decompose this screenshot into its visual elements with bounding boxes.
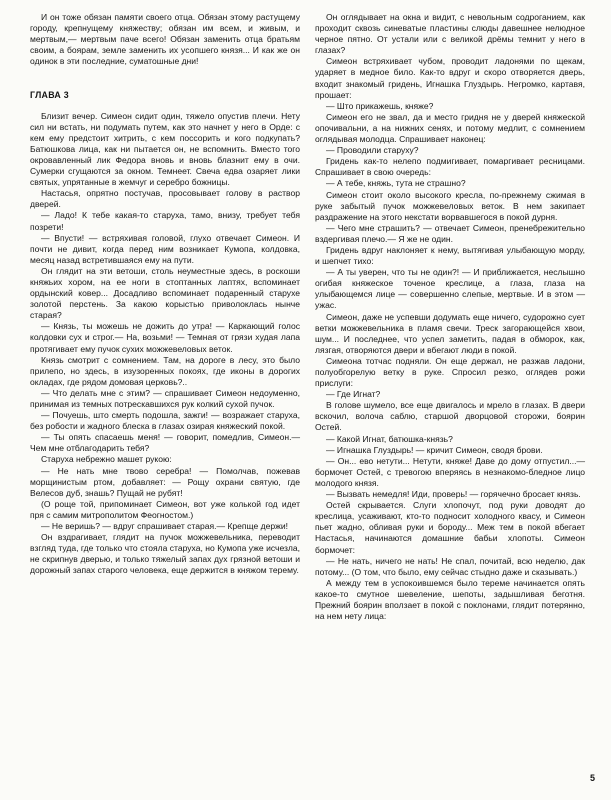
paragraph: А между тем в успокоившемся было тереме начинается опять какое-то смутное шевеление, шепоты, задышливая беготня. Прежний боярин вползает в покой с поклонами, глядит потерянно, на нем нету лица: <box>315 577 585 622</box>
paragraph: Князь смотрит с сомнением. Там, на дороге в лесу, это было прилепо, но здесь, в изузоренных покоях, где иконы в дорогих окладах, где рядом домовая церковь?.. <box>30 354 300 387</box>
paragraph: — А ты уверен, что ты не один?! — И приближается, неслышно огибая княжеское точеное креслице, а глаза, глаза на улыбающемся лице — совершенно слепые, мертвые. И в этом — ужас. <box>315 267 585 311</box>
paragraph: Симеон встряхивает чубом, проводит ладонями по щекам, ударяет в медное било. Как-то вдруг и скоро отворяется дверь, входит знакомый гридень, Игнашка Глуздырь. Негромко, картавя, прошает: <box>315 56 585 100</box>
paragraph: — Чего мне страшить? — отвечает Симеон, пренебрежительно вздергивая плечо.— Я же не один. <box>315 222 585 244</box>
paragraph: Он глядит на эти ветоши, столь неуместные здесь, в роскоши княжьих хором, на ее ноги в стоптанных лаптях, вспоминает ордынский ковер... Досадливо вспоминает подаренный старухе золотой перстень. За какою корыстью приволоклась нынче старая? <box>30 265 300 321</box>
paragraph: — А тебе, княжь, тута не страшно? <box>326 178 466 189</box>
paragraph: — Проводили старуху? <box>326 145 419 156</box>
paragraph: Симеон стоит около высокого кресла, по-прежнему сжимая в руке забытый пучок можжевеловых веток. В нем закипает раздражение на этого некстати ворвавшегося в покой дурня. <box>315 189 585 222</box>
paragraph: — Он... ево нетути... Нетути, княже! Даве до дому отпустил...— бормочет Остей, с тревогою вперяясь в незнакомо-бледное лицо молодого князя. <box>315 455 585 488</box>
paragraph: — Какой Игнат, батюшка-князь? <box>326 433 453 444</box>
paragraph: Старуха небрежно машет рукою: <box>41 454 172 465</box>
paragraph: — Князь, ты можешь не дожить до утра! — Каркающий голос колдовки сух и строг.— На, возьми! — Темная от грязи худая лапа протягивает ему пучок сухих можжевеловых веток. <box>30 321 300 354</box>
right-column <box>315 12 585 622</box>
paragraph: Он вздрагивает, глядит на пучок можжевельника, переводит взгляд туда, где только что стояла старуха, но Кумопа уже исчезла, не скрипнув дверью, и только тяжелый запах дух грязной ветоши и дорожный запах старого человека, еще держится в княжом терему. <box>30 532 300 576</box>
paragraph: — Где Игнат? <box>326 389 381 400</box>
paragraph: Близит вечер. Симеон сидит один, тяжело опустив плечи. Нету сил ни встать, ни подумать путем, как это начнет у него в Орде: с кем ему предстоит хитрить, с кем поссорить и кого подкупать? Батюшкова лица, как ни пытается он, не вспомнить. Вместо того окровавленный лик Федора вновь и вновь блазнит ему в очи. Сумерки сгущаются за окном. Темнеет. Свеча едва озаряет лики святых, упрятанные в жемчуг и серебро божницы. <box>30 110 300 188</box>
paragraph: — Што прикажешь, княже? <box>326 100 434 111</box>
paragraph: — Вызвать немедля! Иди, проверь! — горячечно бросает князь. <box>326 489 581 500</box>
paragraph: — Не нать мне твово серебра! — Помолчав, пожевав морщинистым ртом, добавляет: — Рощу охрани святую, где Велесов дуб, знашь? Пущай не рубят! <box>30 465 300 498</box>
paragraph: В голове шумело, все еще двигалось и мрело в глазах. В двери вскочил, волоча саблю, старшой дворцовой сторожи, боярин Остей. <box>315 400 585 433</box>
paragraph: — Почуешь, што смерть подошла, зажги! — возражает старуха, без робости и жадного блеска в глазах озирая княжеский покой. <box>30 410 300 432</box>
paragraph: Остей скрывается. Слуги хлопочут, под руки доводят до креслица, усаживают, кто-то подносит холодного квасу, и Симеон пьет жадно, обливая руки и бороду... Меж тем в покой вбегает Настасья, начинаются домашние бабьи хлопоты. Симеон бормочет: <box>315 500 585 555</box>
page-number: 5 <box>589 773 595 783</box>
paragraph: — Ладо! К тебе какая-то старуха, тамо, внизу, требует тебя позрети! <box>30 210 300 232</box>
paragraph: Симеон его не звал, да и место гридня не у дверей княжеской опочивальни, а на нижних сенях, и потому медлит, с сомнением оглядывая молодца. Спрашивает наконец: <box>315 111 585 145</box>
paragraph: Симеон, даже не успевши додумать еще ничего, судорожно сует ветки можжевельника в пламя свечи. Треск загорающейся хвои, шум... И последнее, что успел заметить, падая в обморок, как, лязгая, отворяются двери и вбегают люди в покой. <box>315 311 585 355</box>
book-page <box>30 12 586 782</box>
paragraph: Настасья, опрятно постучав, просовывает голову в раствор дверей. <box>30 188 300 210</box>
paragraph: — Не нать, ничего не нать! Не спал, почитай, всю неделю, дак потому... (О том, что было, ему сейчас стыдно даже и сказывать.) <box>315 555 585 577</box>
paragraph: — Не веришь? — вдруг спрашивает старая.— Крепще держи! <box>41 521 288 532</box>
paragraph: Гридень как-то нелепо подмигивает, помаргивает ресницами. Спрашивает в свою очередь: <box>315 156 585 178</box>
left-column <box>30 12 300 577</box>
paragraph: — Впусти! — встряхивая головой, глухо отвечает Симеон. И почти не дивит, когда перед ним возникает Кумопа, колдовка, месяц назад встретившаяся ему на пути. <box>30 232 300 265</box>
paragraph: — Что делать мне с этим? — спрашивает Симеон недоуменно, принимая из темных потрескавшихся рук колкий сухой пучок. <box>30 387 300 409</box>
chapter-heading: ГЛАВА 3 <box>30 90 69 101</box>
paragraph: (О роще той, припоминает Симеон, вот уже колькой год идет пря с самим митрополитом Феогностом.) <box>30 498 300 520</box>
paragraph: Гридень вдруг наклоняет к нему, вытягивая улыбающую морду, и шепчет тихо: <box>315 244 585 267</box>
paragraph: Он оглядывает на окна и видит, с невольным содроганием, как проходит сквозь синеватые пластины слюды давешнее нелюдное черное пятно. От устали или с великой дрёмы темнит у него в глазах? <box>315 12 585 56</box>
paragraph: И он тоже обязан памяти своего отца. Обязан этому растущему городу, крепнущему княжеству; обязан им всем, и живым, и мертвым,— мертвым паче всего! Обязан заменить отца братьям своим, а боярам, земле заменить их усопшего князя... И как же он одинок в эти последние, суматошные дни! <box>30 12 300 67</box>
paragraph: — Ты опять спасаешь меня! — говорит, помедлив, Симеон.— Чем мне отблагодарить тебя? <box>30 432 300 454</box>
paragraph: Симеона тотчас подняли. Он еще держал, не разжав ладони, полуобгорелую ветку в руке. Спросил резко, оглядев рожи прислуги: <box>315 355 585 389</box>
paragraph: — Игнашка Глуздырь! — кричит Симеон, сводя брови. <box>326 444 543 455</box>
